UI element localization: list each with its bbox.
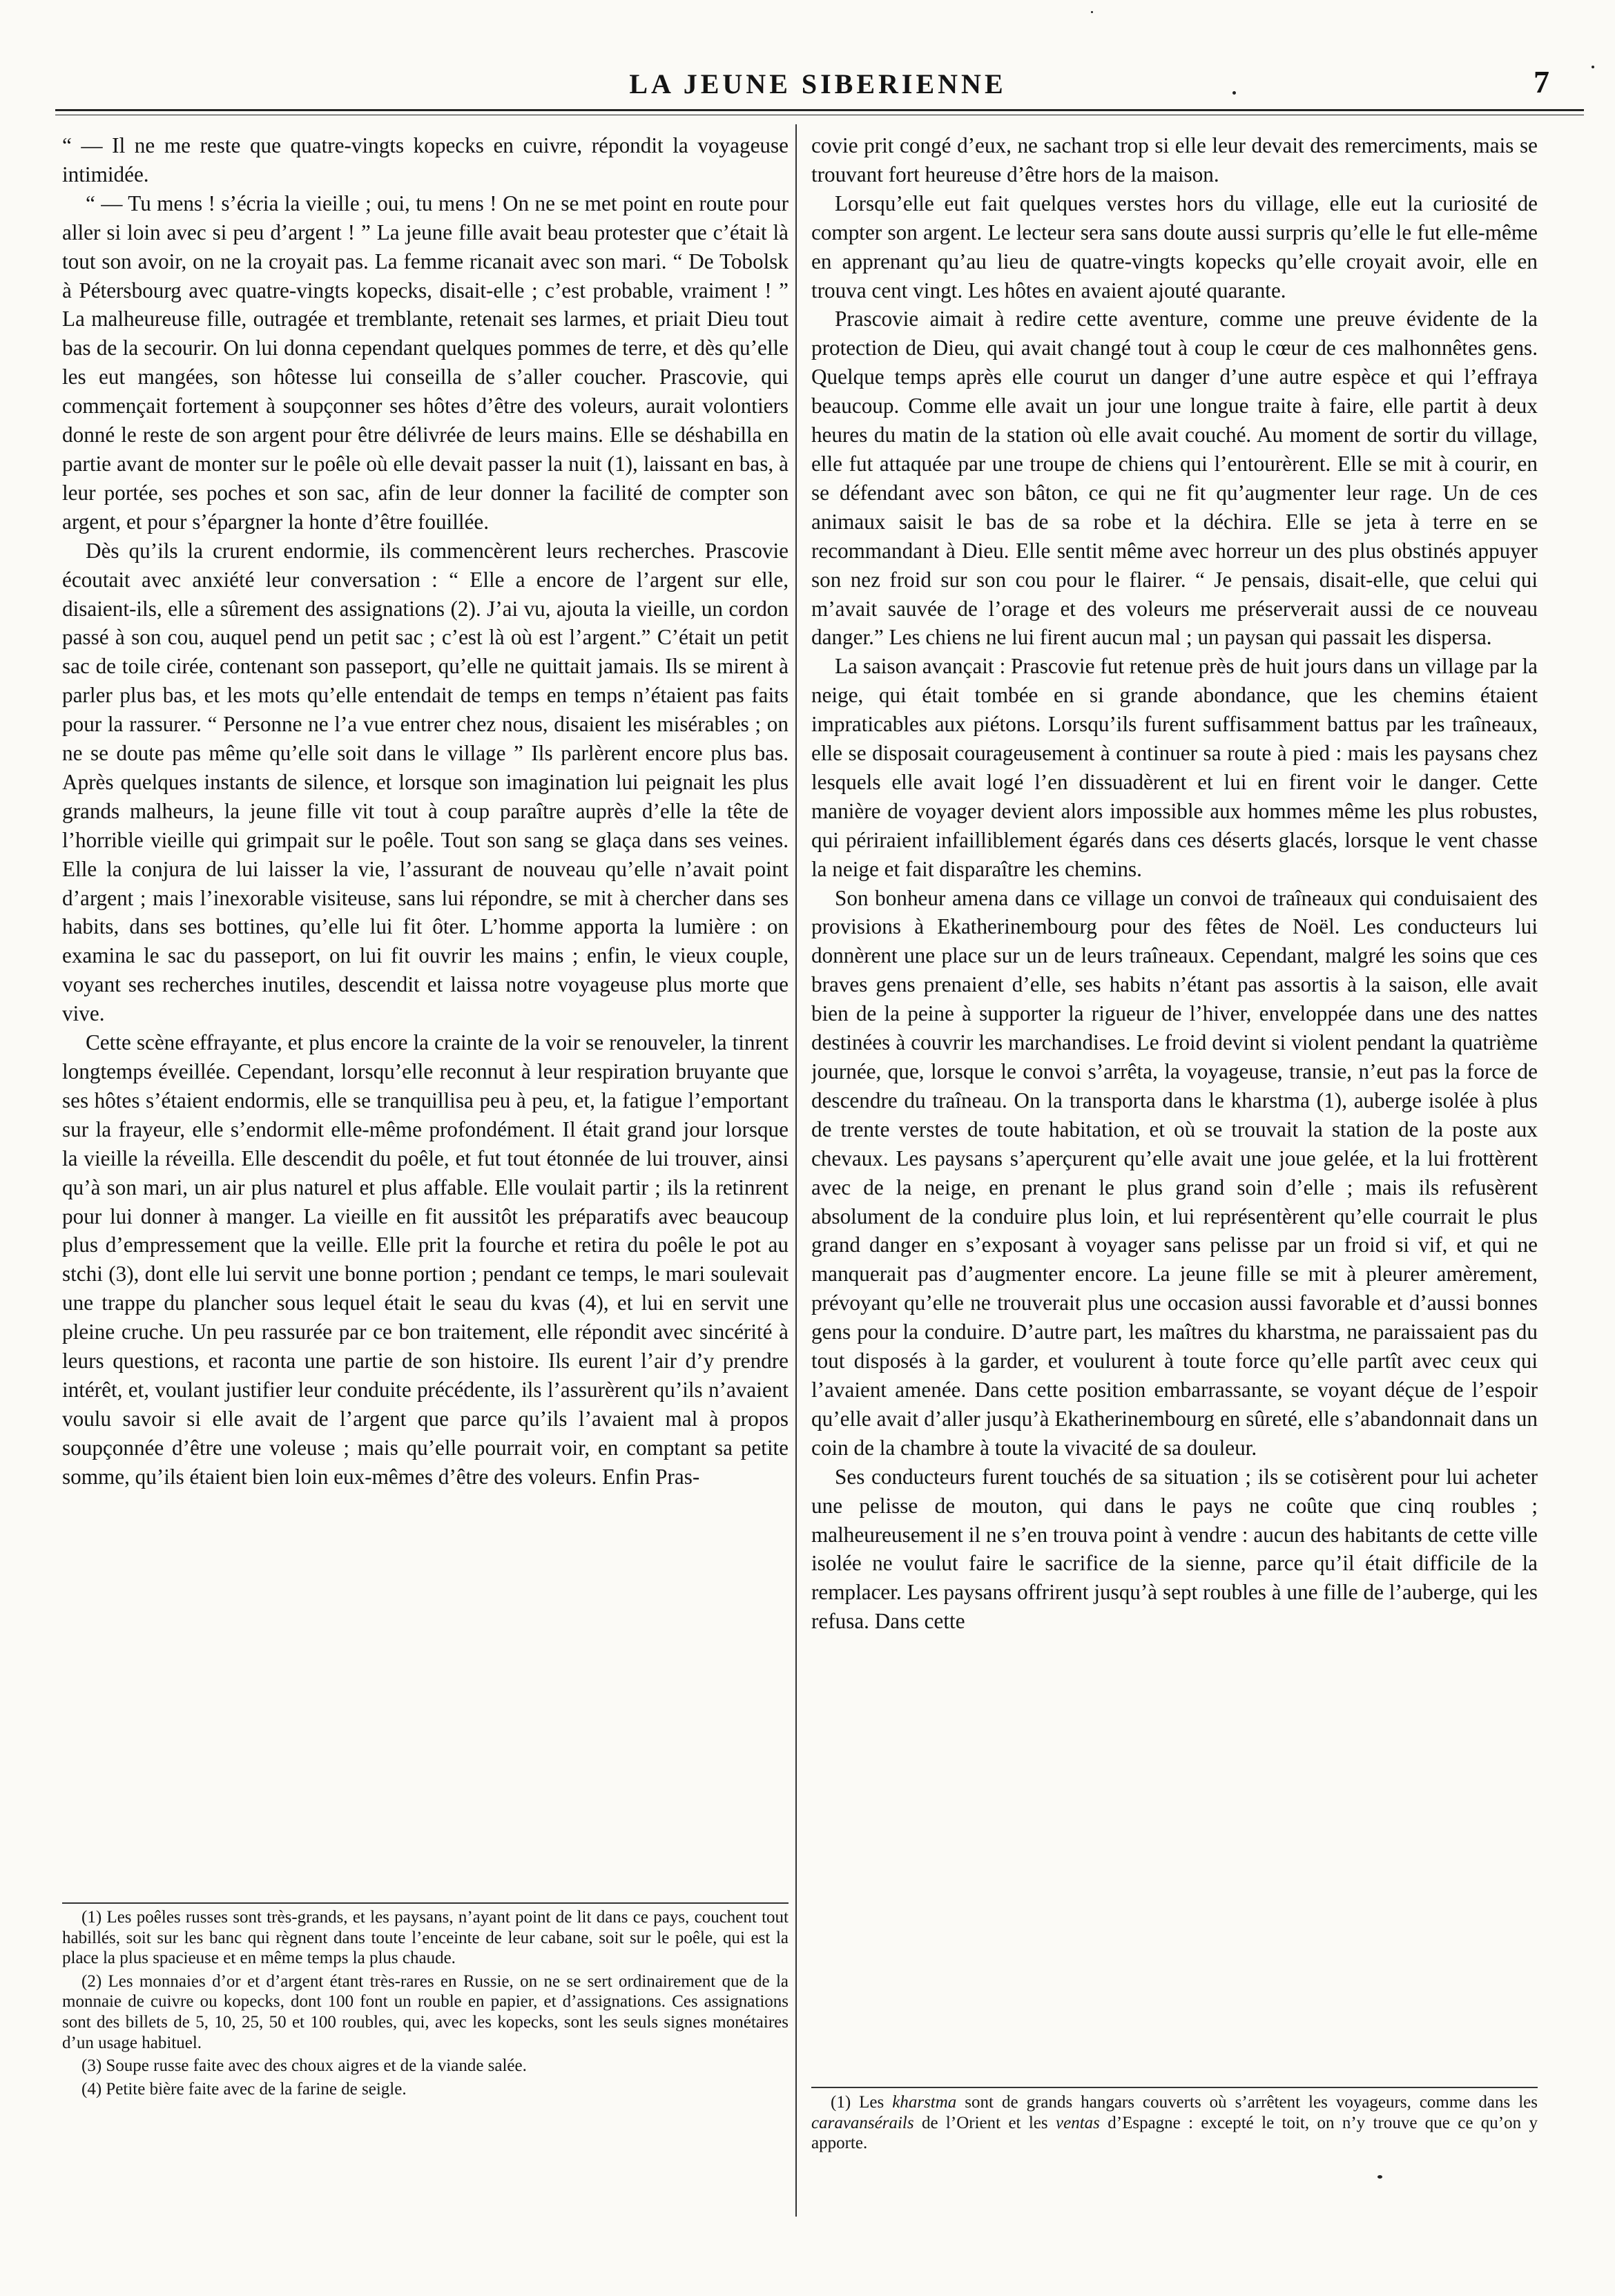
- footnote-text: (1) Les: [831, 2093, 893, 2112]
- footnotes-left: [62, 1907, 789, 2142]
- page-number: 7: [1534, 64, 1549, 99]
- footnote: (1) Les poêles russes sont très-grands, et les paysans, n’ayant point de lit dans ce pays, couchent tout habillés, soit sur les banc qui règnent dans toute l’enceinte de leur cabane, soit sur le poêle, qui est la place la plus spacieuse et en même temps la plus chaude.: [62, 1908, 789, 1968]
- paragraph: Prascovie aimait à redire cette aventure, comme une preuve évidente de la protection de Dieu, qui avait changé tout à coup le cœur de ces malhonnêtes gens. Quelque temps après elle courut un danger d’une autre espèce et qui l’effraya beaucoup. Comme elle avait un jour une longue traite à faire, elle partit à deux heures du matin de la station où elle avait couché. Au moment de sortir du village, elle fut attaquée par une troupe de chiens qui l’entourèrent. Elle se mit à courir, en se défendant avec son bâton, ce qui ne fit qu’augmenter leur rage. Un de ces animaux saisit le bas de sa robe et la déchira. Elle se jeta à terre en se recommandant à Dieu. Elle sentit même avec horreur un des plus obstinés appuyer son nez froid sur son cou pour le flairer. “ Je pensais, disait-elle, que celui qui m’avait sauvée de l’orage et des voleurs me préserverait aussi de ce nouveau danger.” Les chiens ne lui firent aucun mal ; un paysan qui passait les dispersa.: [811, 307, 1538, 650]
- page-header: [55, 62, 1580, 110]
- paragraph: Ses conducteurs furent touchés de sa situation ; ils se cotisèrent pour lui acheter une pelisse de mouton, qui dans le pays ne coûte que cinq roubles ; malheureusement il ne s’en trouva point à vendre : aucun des habitants de cette ville isolée ne voulut faire le sacrifice de la sienne, parce qu’il était difficile de la remplacer. Les paysans offrirent jusqu’à sept roubles à une fille de l’auberge, qui les refusa. Dans cette: [811, 1464, 1538, 1634]
- ink-speck: [1232, 91, 1236, 95]
- footnote-term: caravansérails: [811, 2113, 914, 2132]
- footnote: [811, 2092, 1538, 2154]
- running-title: LA JEUNE SIBERIENNE: [629, 68, 1007, 99]
- ink-speck: [1377, 2175, 1382, 2179]
- footnote-term: kharstma: [892, 2093, 957, 2112]
- ink-speck: [1592, 66, 1594, 68]
- footnote-term: ventas: [1056, 2113, 1100, 2132]
- ink-speck: [1091, 11, 1093, 13]
- footnote-text: d’Espagne : excepté le toit, on n’y trouve que ce qu’on y apporte.: [811, 2113, 1538, 2153]
- footnote-text: sont de grands hangars couverts où s’arrêtent les voyageurs, comme dans les: [956, 2093, 1538, 2112]
- footnote-rule-right: [811, 2087, 1538, 2088]
- right-column: [811, 131, 1538, 2078]
- paragraph: “ — Il ne me reste que quatre-vingts kopecks en cuivre, répondit la voyageuse intimidée.: [62, 133, 789, 186]
- paragraph: Lorsqu’elle eut fait quelques verstes hors du village, elle eut la curiosité de compter son argent. Le lecteur sera sans doute aussi surpris qu’elle le fut elle-même en apprenant qu’au lieu de quatre-vingts kopecks qu’elle croyait avoir, elle en trouva cent vingt. Les hôtes en avaient ajouté quarante.: [811, 191, 1538, 302]
- paragraph: covie prit congé d’eux, ne sachant trop si elle leur devait des remerciments, mais se trouvant fort heureuse d’être hors de la maison.: [811, 133, 1538, 186]
- footnote: (2) Les monnaies d’or et d’argent étant très-rares en Russie, on ne se sert ordinairement que de la monnaie de cuivre ou kopecks, dont 100 font un rouble en papier, et d’assignations. Ces assignations sont des billets de 5, 10, 25, 50 et 100 roubles, qui, avec les kopecks, sont les seuls signes monétaires d’un usage habituel.: [62, 1971, 789, 2052]
- paragraph: La saison avançait : Prascovie fut retenue près de huit jours dans un village par la neige, qui était tombée en si grande abondance, que les chemins étaient impraticables aux piétons. Lorsqu’ils furent suffisamment battus par les traîneaux, elle se disposait courageusement à continuer sa route à pied : mais les paysans chez lesquels elle avait logé l’en dissuadèrent et lui en firent voir le danger. Cette manière de voyager devient alors impossible aux hommes même les plus robustes, qui périraient infailliblement égarés dans ces déserts glacés, lorsque le vent chasse la neige et fait disparaître les chemins.: [811, 654, 1538, 881]
- footnote-rule-left: [62, 1902, 789, 1904]
- header-rule: [55, 109, 1584, 111]
- paragraph: Son bonheur amena dans ce village un convoi de traîneaux qui conduisaient des provisions à Ekatherinembourg pour des fêtes de Noël. Les conducteurs lui donnèrent une place sur un de leurs traîneaux. Cependant, malgré les soins que ces braves gens prenaient d’elle, ses habits n’étant pas assortis à la saison, elle avait bien de la peine à supporter la rigueur de l’hiver, enveloppée dans une des nattes destinées à couvrir les marchandises. Le froid devint si violent pendant la quatrième journée, que, lorsque le convoi s’arrêta, la voyageuse, transie, n’eut pas la force de descendre du traîneau. On la transporta dans le kharstma (1), auberge isolée à plus de trente verstes de toute habitation, et où se trouvait la station de la poste aux chevaux. Les paysans s’aperçurent qu’elle avait une joue gelée, et la lui frottèrent avec de la neige, en prenant le plus grand soin d’elle ; mais ils refusèrent absolument de la conduire plus loin, et lui représentèrent qu’elle courrait le plus grand danger en s’exposant à voyager sans pelisse par un froid si vif, et qui ne manquerait pas d’augmenter encore. La jeune fille se mit à pleurer amèrement, prévoyant qu’elle ne trouverait plus une occasion aussi favorable et d’aussi bonnes gens pour la conduire. D’autre part, les maîtres du kharstma, ne paraissaient pas du tout disposés à la garder, et voulurent à toute force qu’elle partît avec ceux qui l’avaient amenée. Dans cette position embarrassante, se voyant déçue de l’espoir qu’elle avait d’aller jusqu’à Ekatherinembourg en sûreté, elle s’abandonnait dans un coin de la chambre à toute la vivacité de sa douleur.: [811, 885, 1538, 1460]
- footnote-text: de l’Orient et les: [913, 2113, 1056, 2132]
- paragraph: Cette scène effrayante, et plus encore la crainte de la voir se renouveler, la tinrent longtemps éveillée. Cependant, lorsqu’elle reconnut à leur respiration bruyante que ses hôtes s’étaient endormis, elle se tranquillisa peu à peu, et, la fatigue l’emportant sur la frayeur, elle s’endormit elle-même profondément. Il était grand jour lorsque la vieille la réveilla. Elle descendit du poêle, et fut tout étonnée de lui trouver, ainsi qu’à son mari, un air plus naturel et plus affable. Elle voulait partir ; ils la retinrent pour lui donner à manger. La vieille en fit aussitôt les préparatifs avec beaucoup plus d’empressement que la veille. Elle prit la fourche et retira du poêle le pot au stchi (3), dont elle lui servit une bonne portion ; pendant ce temps, le mari soulevait une trappe du plancher sous lequel était le seau du kvas (4), et lui en servit une pleine cruche. Un peu rassurée par ce bon traitement, elle répondit avec sincérité à leurs questions, et raconta une partie de son histoire. Ils eurent l’air d’y prendre intérêt, et, voulant justifier leur conduite précédente, ils l’assurèrent qu’ils n’avaient voulu savoir si elle avait de l’argent que parce qu’ils l’avaient mal à propos soupçonnée d’être une voleuse ; mais qu’elle pourrait voir, en comptant sa petite somme, qu’ils étaient bien loin eux-mêmes d’être des voleurs. Enfin Pras-: [62, 1030, 789, 1489]
- paragraph: Dès qu’ils la crurent endormie, ils commencèrent leurs recherches. Prascovie écoutait avec anxiété leur conversation : “ Elle a encore de l’argent sur elle, disaient-ils, elle a sûrement des assignations (2). J’ai vu, ajouta la vieille, un cordon passé à son cou, auquel pend un petit sac ; c’est là où est l’argent.” C’était un petit sac de toile cirée, contenant son passeport, qu’elle ne quittait jamais. Ils se mirent à parler plus bas, et les mots qu’elle entendait de temps en temps n’étaient pas faits pour la rassurer. “ Personne ne l’a vue entrer chez nous, disaient les misérables ; on ne se doute pas même qu’elle soit dans le village ” Ils parlèrent encore plus bas. Après quelques instants de silence, et lorsque son imagination lui peignait les plus grands malheurs, la jeune fille vit tout à coup paraître auprès d’elle la tête de l’horrible vieille qui grimpait sur le poêle. Tout son sang se glaça dans ses veines. Elle la conjura de lui laisser la vie, l’assurant de nouveau qu’elle n’avait point d’argent ; mais l’inexorable visiteuse, sans lui répondre, se mit à chercher dans ses habits, dans ses bottines, qu’elle lui fit ôter. L’homme apporta la lumière : on examina le sac du passeport, on lui fit ouvrir les mains ; enfin, le vieux couple, voyant ses recherches inutiles, descendit et laissa notre voyageuse plus morte que vive.: [62, 538, 789, 1026]
- column-divider: [795, 124, 797, 2217]
- footnote: (4) Petite bière faite avec de la farine de seigle.: [81, 2079, 407, 2099]
- left-column: [62, 131, 789, 1894]
- paragraph: “ — Tu mens ! s’écria la vieille ; oui, tu mens ! On ne se met point en route pour aller si loin avec si peu d’argent ! ” La jeune fille avait beau protester que c’était là tout son avoir, on ne la croyait pas. La femme ricanait avec son mari. “ De Tobolsk à Pétersbourg avec quatre-vingts kopecks, disait-elle ; c’est probable, vraiment ! ” La malheureuse fille, outragée et tremblante, retenait ses larmes, et priait Dieu tout bas de la secourir. On lui donna cependant quelques pommes de terre, et dès qu’elle les eut mangées, son hôtesse lui conseilla de s’aller coucher. Prascovie, qui commençait fortement à soupçonner ses hôtes d’être des voleurs, aurait volontiers donné le reste de son argent pour être délivrée de leurs mains. Elle se déshabilla en partie avant de monter sur le poêle où elle devait passer la nuit (1), laissant en bas, à leur portée, ses poches et son sac, afin de leur donner la facilité de compter son argent, et pour s’épargner la honte d’être fouillée.: [62, 191, 789, 534]
- footnotes-right: [811, 2092, 1538, 2158]
- footnote: (3) Soupe russe faite avec des choux aigres et de la viande salée.: [81, 2056, 527, 2076]
